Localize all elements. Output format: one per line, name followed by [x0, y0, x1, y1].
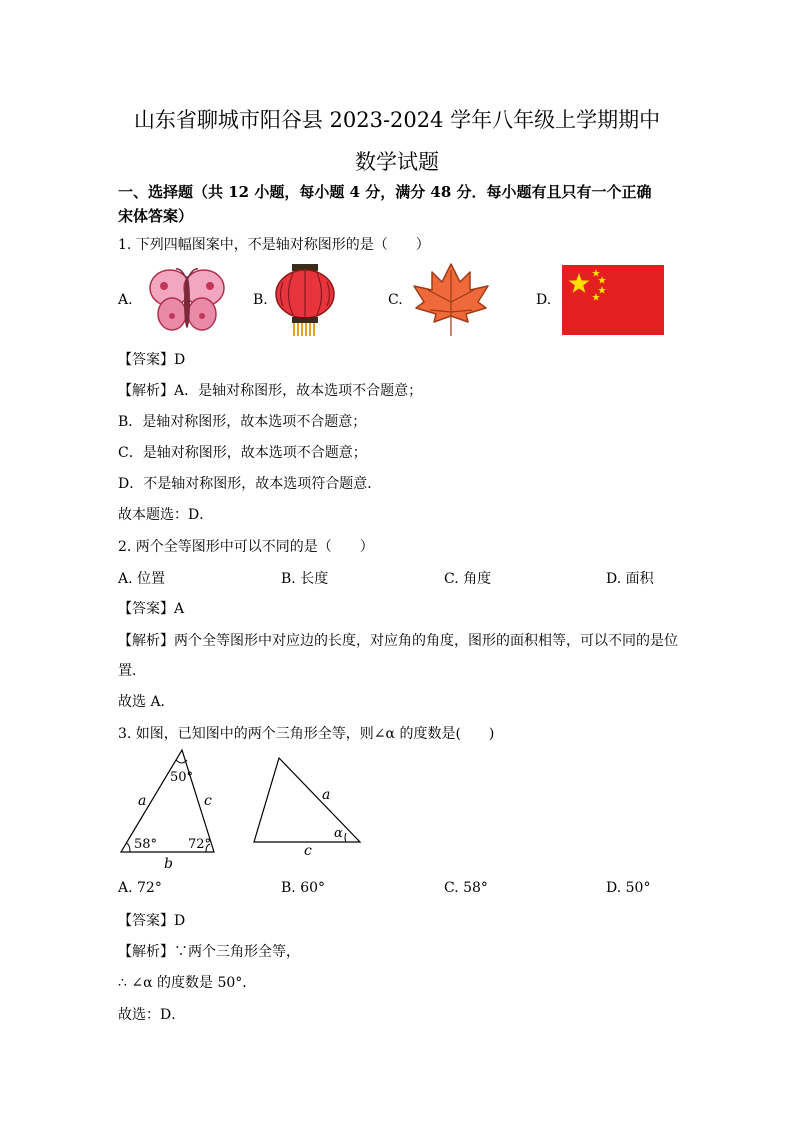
section-heading-cont: 宋体答案） [118, 207, 194, 225]
q3-explain-1: 【解析】∵两个三角形全等， [118, 944, 300, 960]
page-title-line1: 山东省聊城市阳谷县 2023-2024 学年八年级上学期期中 [133, 108, 661, 132]
lantern-icon [274, 262, 336, 338]
q1-option-a-label: A. [118, 292, 133, 308]
q2-explain-2: 置． [118, 663, 146, 679]
q3-explain-2: ∴ ∠α 的度数是 50°． [118, 975, 257, 991]
triangle-2-angle-alpha: α [334, 826, 343, 841]
q1-option-b-label: B. [253, 292, 268, 308]
q1-stem: 1. 下列四幅图案中，不是轴对称图形的是（ ） [118, 237, 430, 253]
triangle-2-side-a: a [322, 787, 331, 803]
triangle-1-top-angle: 50° [170, 770, 194, 785]
page-title-line2: 数学试题 [355, 150, 439, 174]
q3-option-b: B. 60° [281, 880, 326, 896]
triangle-1-left-angle: 58° [134, 837, 158, 852]
q2-explain-3: 故选 A． [118, 694, 175, 710]
triangle-2-figure [250, 754, 366, 858]
q3-option-c: C. 58° [444, 880, 488, 896]
section-heading: 一、选择题（共 12 小题，每小题 4 分，满分 48 分．每小题有且只有一个正确 [118, 183, 652, 201]
q3-explain-3: 故选：D． [118, 1007, 186, 1023]
q1-explain-4: D．不是轴对称图形，故本选项符合题意． [118, 476, 382, 492]
q2-option-a: A. 位置 [118, 571, 166, 587]
q3-stem: 3. 如图，已知图中的两个三角形全等，则∠α 的度数是( ) [118, 726, 495, 742]
q2-option-b: B. 长度 [281, 571, 329, 587]
q1-explain-5: 故本题选：D． [118, 507, 214, 523]
q2-option-c: C. 角度 [444, 571, 492, 587]
triangle-1-side-b: b [164, 856, 173, 872]
butterfly-icon [148, 266, 226, 334]
triangle-1-right-angle: 72° [188, 837, 212, 852]
q1-explain-2: B．是轴对称图形，故本选项不合题意； [118, 414, 367, 430]
q1-option-d-label: D. [536, 292, 552, 308]
q1-option-c-label: C. [388, 292, 403, 308]
china-flag-icon [562, 265, 664, 335]
q2-stem: 2. 两个全等图形中可以不同的是（ ） [118, 539, 374, 555]
triangle-1-side-c: c [204, 793, 212, 809]
maple-leaf-icon [410, 262, 492, 338]
q2-option-d: D. 面积 [606, 571, 654, 587]
q1-explain-1: 【解析】A．是轴对称图形，故本选项不合题意； [118, 383, 423, 399]
triangle-1-figure [118, 748, 222, 872]
q1-answer: 【答案】D [118, 352, 186, 368]
triangle-1-side-a: a [138, 793, 147, 809]
triangle-2-side-c: c [304, 843, 312, 859]
q3-answer: 【答案】D [118, 913, 186, 929]
q1-explain-3: C．是轴对称图形，故本选项不合题意； [118, 445, 367, 461]
q3-option-a: A. 72° [118, 880, 162, 896]
q2-answer: 【答案】A [118, 601, 185, 617]
q2-explain-1: 【解析】两个全等图形中对应边的长度，对应角的角度，图形的面积相等，可以不同的是位 [118, 633, 678, 649]
q3-option-d: D. 50° [606, 880, 651, 896]
